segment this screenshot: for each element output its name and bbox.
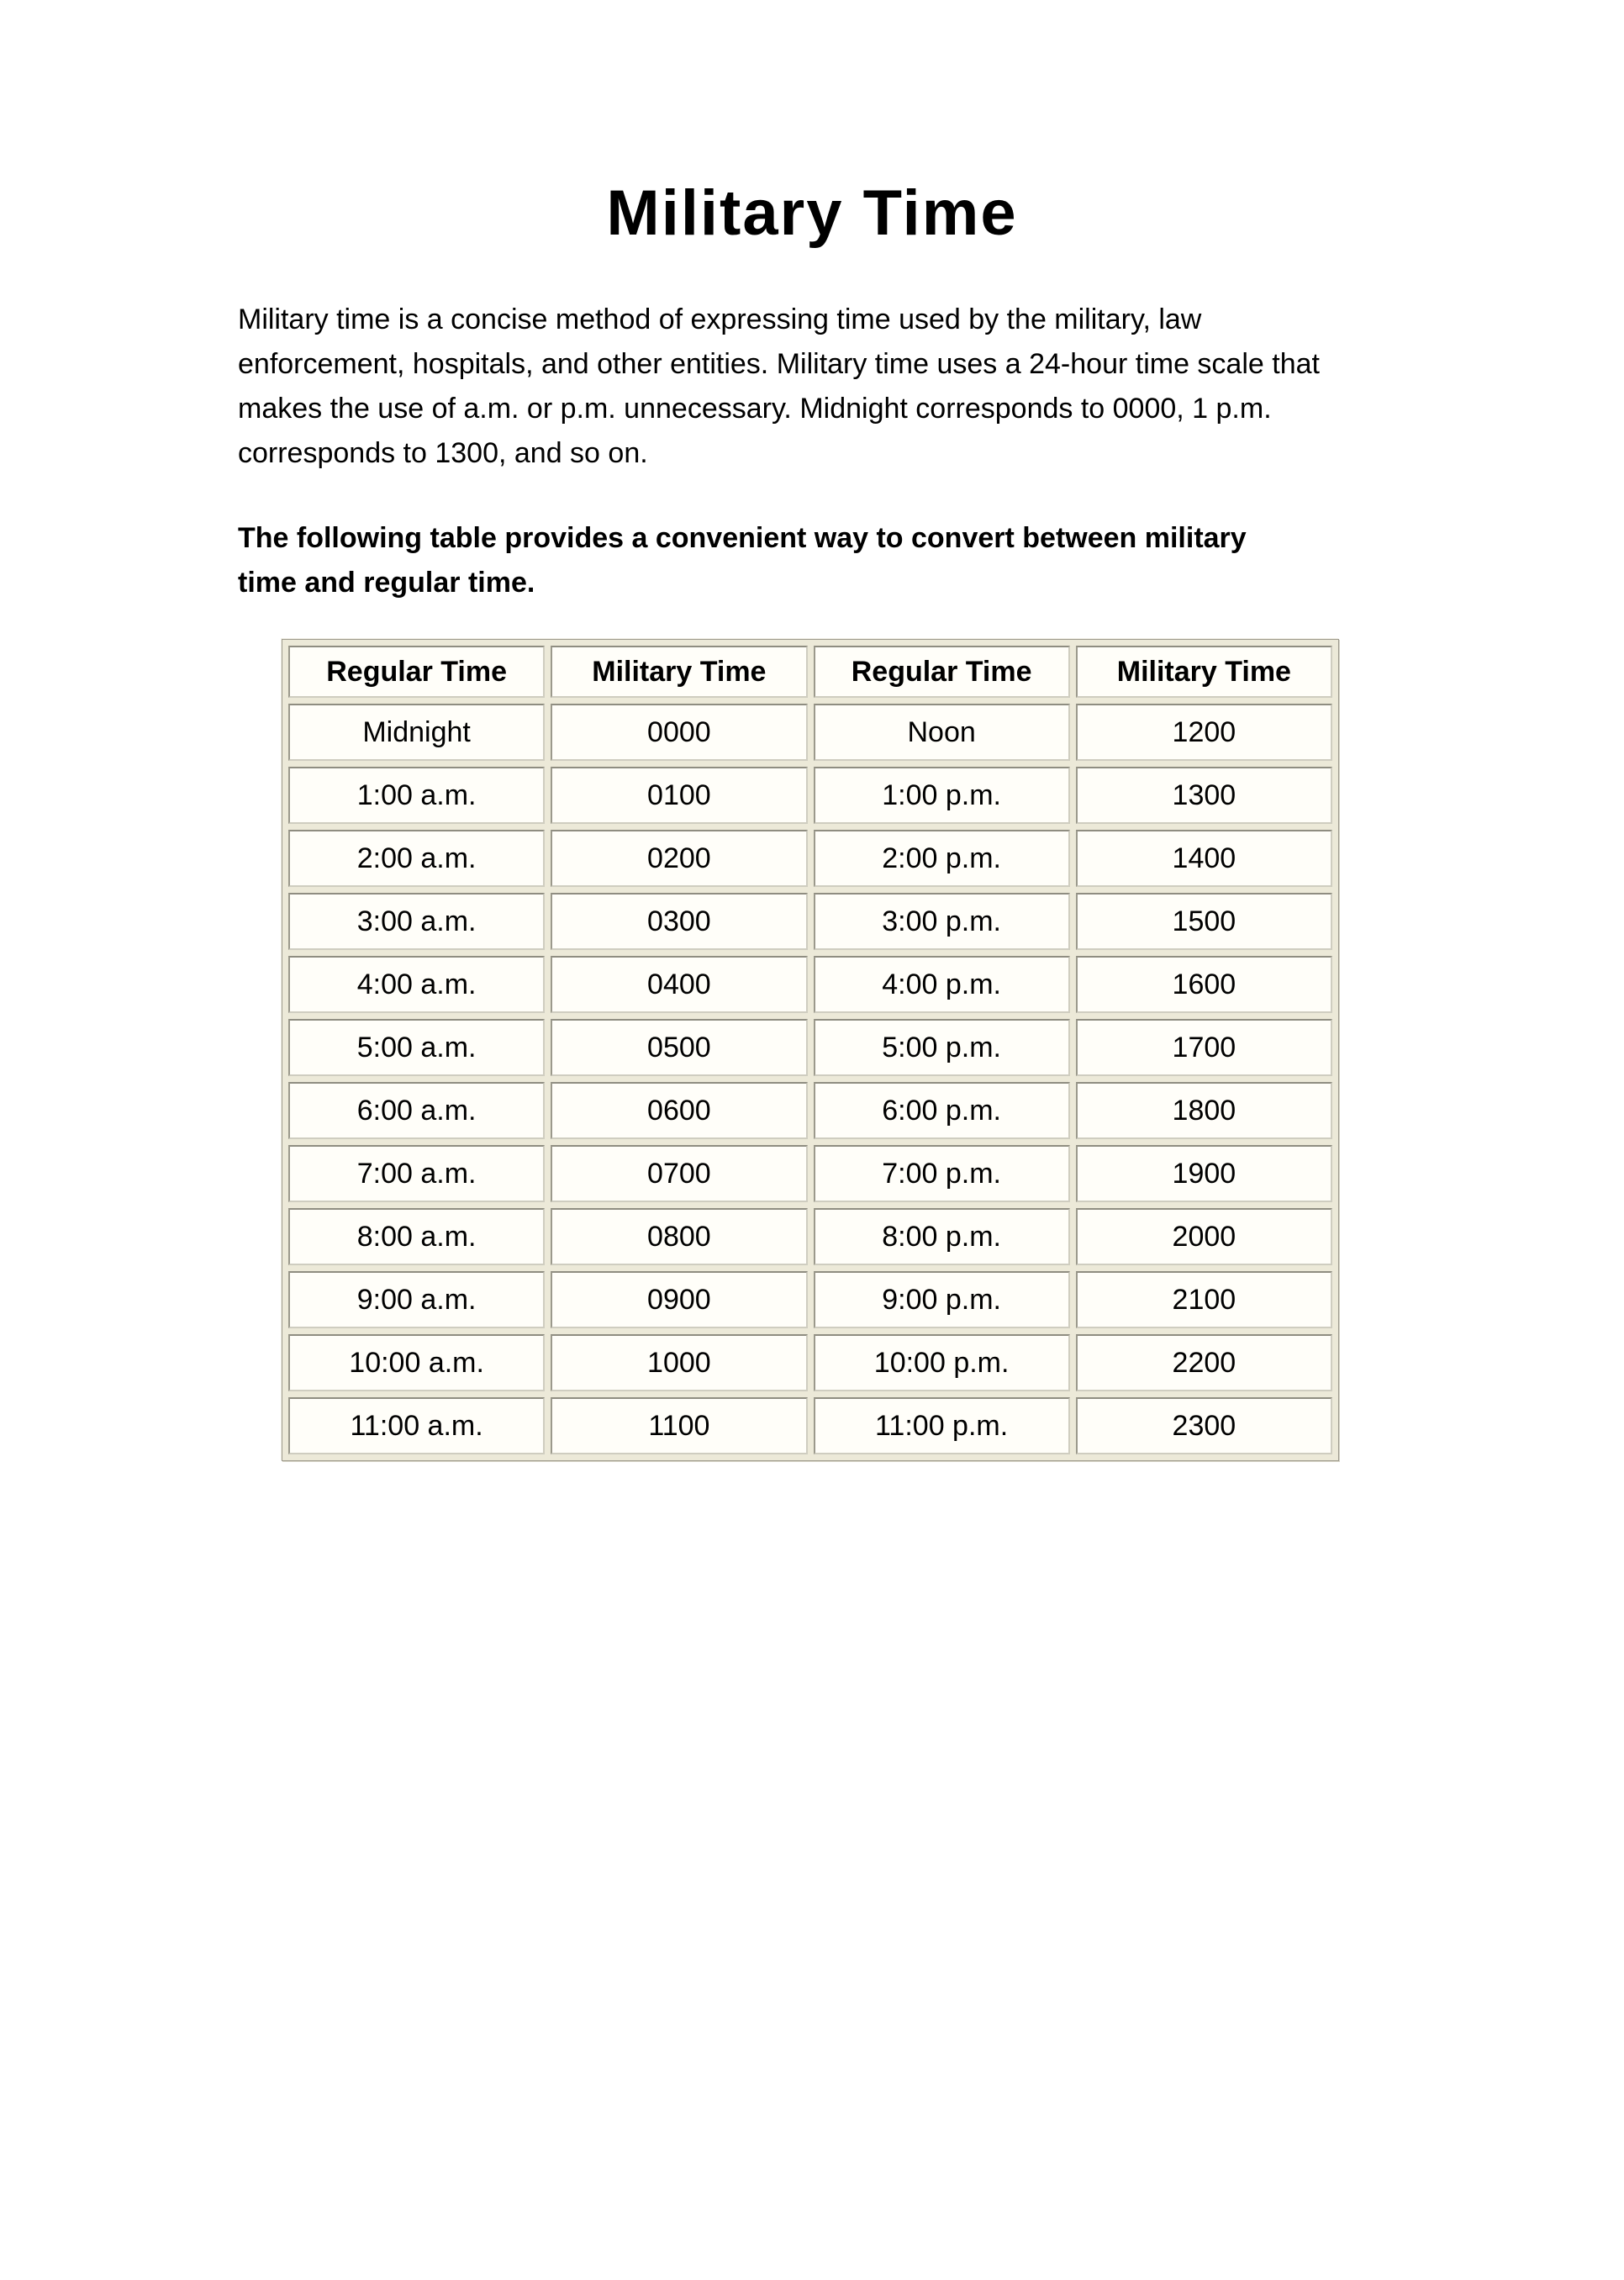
table-cell: 1700 bbox=[1076, 1019, 1332, 1076]
table-cell: 3:00 p.m. bbox=[814, 893, 1070, 950]
table-cell: 0600 bbox=[551, 1082, 807, 1139]
table-row bbox=[288, 1334, 1332, 1391]
table-cell: 4:00 a.m. bbox=[288, 956, 545, 1013]
table-row bbox=[288, 893, 1332, 950]
column-header-regular-time-1: Regular Time bbox=[288, 646, 545, 698]
page-title: Military Time bbox=[606, 177, 1018, 249]
table-cell: 11:00 p.m. bbox=[814, 1397, 1070, 1454]
intro-paragraph: Military time is a concise method of expressing time used by the military, law enforcement, hospitals, and other entities. Military time uses a 24-hour time scale that makes the use of a.m. or p.m. unnecessary. Midnight corresponds to 0000, 1 p.m. corresponds to 1300, and so on. bbox=[238, 303, 1320, 469]
table-cell: 10:00 a.m. bbox=[288, 1334, 545, 1391]
table-cell: 1000 bbox=[551, 1334, 807, 1391]
conversion-table-head bbox=[288, 646, 1332, 698]
table-cell: 1:00 p.m. bbox=[814, 767, 1070, 824]
table-cell: 2:00 p.m. bbox=[814, 830, 1070, 887]
table-cell: 4:00 p.m. bbox=[814, 956, 1070, 1013]
column-header-military-time-2: Military Time bbox=[1076, 646, 1332, 698]
table-cell: 1:00 a.m. bbox=[288, 767, 545, 824]
table-row bbox=[288, 767, 1332, 824]
table-cell: 9:00 p.m. bbox=[814, 1271, 1070, 1328]
table-cell: 0400 bbox=[551, 956, 807, 1013]
table-cell: Noon bbox=[814, 704, 1070, 761]
table-cell: 5:00 a.m. bbox=[288, 1019, 545, 1076]
table-cell: 2200 bbox=[1076, 1334, 1332, 1391]
table-cell: 6:00 p.m. bbox=[814, 1082, 1070, 1139]
table-cell: 0800 bbox=[551, 1208, 807, 1265]
table-cell: 0500 bbox=[551, 1019, 807, 1076]
table-header-row bbox=[288, 646, 1332, 698]
conversion-table bbox=[282, 639, 1339, 1461]
table-row bbox=[288, 1208, 1332, 1265]
table-cell: Midnight bbox=[288, 704, 545, 761]
table-cell: 1100 bbox=[551, 1397, 807, 1454]
table-cell: 2000 bbox=[1076, 1208, 1332, 1265]
table-cell: 1500 bbox=[1076, 893, 1332, 950]
table-cell: 3:00 a.m. bbox=[288, 893, 545, 950]
column-header-regular-time-2: Regular Time bbox=[814, 646, 1070, 698]
document bbox=[0, 178, 1624, 2280]
table-cell: 1400 bbox=[1076, 830, 1332, 887]
table-row bbox=[288, 1019, 1332, 1076]
table-cell: 7:00 p.m. bbox=[814, 1145, 1070, 1202]
table-cell: 11:00 a.m. bbox=[288, 1397, 545, 1454]
table-cell: 6:00 a.m. bbox=[288, 1082, 545, 1139]
table-cell: 8:00 a.m. bbox=[288, 1208, 545, 1265]
table-cell: 10:00 p.m. bbox=[814, 1334, 1070, 1391]
table-row bbox=[288, 1397, 1332, 1454]
table-cell: 0300 bbox=[551, 893, 807, 950]
table-cell: 0900 bbox=[551, 1271, 807, 1328]
table-row bbox=[288, 830, 1332, 887]
table-cell: 2:00 a.m. bbox=[288, 830, 545, 887]
page bbox=[0, 178, 1624, 2280]
table-cell: 1900 bbox=[1076, 1145, 1332, 1202]
table-cell: 8:00 p.m. bbox=[814, 1208, 1070, 1265]
table-cell: 2100 bbox=[1076, 1271, 1332, 1328]
table-cell: 0200 bbox=[551, 830, 807, 887]
table-intro-paragraph: The following table provides a convenient way to convert between military time and regular time. bbox=[238, 522, 1247, 599]
table-row bbox=[288, 1271, 1332, 1328]
table-cell: 1600 bbox=[1076, 956, 1332, 1013]
table-cell: 2300 bbox=[1076, 1397, 1332, 1454]
table-cell: 0100 bbox=[551, 767, 807, 824]
table-row bbox=[288, 1145, 1332, 1202]
table-row bbox=[288, 704, 1332, 761]
table-cell: 1800 bbox=[1076, 1082, 1332, 1139]
table-row bbox=[288, 956, 1332, 1013]
table-cell: 1300 bbox=[1076, 767, 1332, 824]
table-cell: 9:00 a.m. bbox=[288, 1271, 545, 1328]
table-row bbox=[288, 1082, 1332, 1139]
table-cell: 7:00 a.m. bbox=[288, 1145, 545, 1202]
table-cell: 0000 bbox=[551, 704, 807, 761]
table-cell: 5:00 p.m. bbox=[814, 1019, 1070, 1076]
table-cell: 0700 bbox=[551, 1145, 807, 1202]
table-cell: 1200 bbox=[1076, 704, 1332, 761]
column-header-military-time-1: Military Time bbox=[551, 646, 807, 698]
conversion-table-body bbox=[288, 704, 1332, 1454]
